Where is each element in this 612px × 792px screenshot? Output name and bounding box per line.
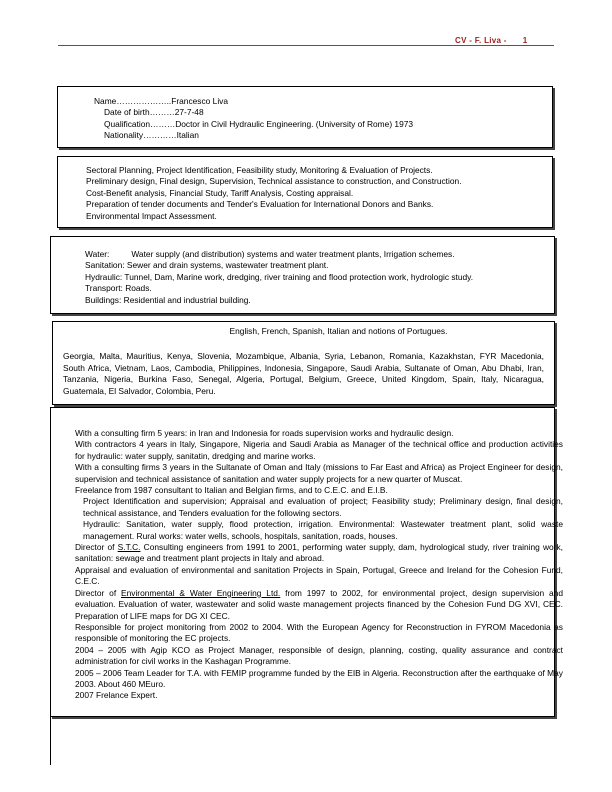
experience-text: 2005 – 2006 Team Leader for T.A. with FEMIP programme funded by the EIB in Algeria. Reconstruction after the earthquake of May 2003. About 460 MEuro. [75,667,563,689]
sector-value: Tunnel, Dam, Marine work, dredging, river training and flood protection work, hydrologic study. [124,271,474,282]
experience-text: Consulting engineers from 1991 to 2001, performing water supply, dam, hydrological study, river training work, sanitation: sewage and treatment plant projects in Italy and abroad. [75,542,563,564]
personal-details-box [57,86,553,148]
company-name: Environmental & Water Engineering Ltd. [121,587,281,598]
countries-paragraph: Georgia, Malta, Mauritius, Kenya, Slovenia, Mozambique, Albania, Syria, Lebanon, Romania, Kazakhstan, FYR Macedonia, South Africa, Vietnam, Laos, Cambodia, Philippines, Indonesia, Singapore, Saudi Arabia, Sultanate of Oman, Abu Dhabi, Iran, Tanzania, Nigeria, Burkina Faso, Senegal, Algeria, Portugal, Belgium, Greece, United Kingdom, Spain, Italy, Nicaragua, Guatemala, El Salvador, Colombia, Peru. [63,351,544,396]
experience-item [63,485,563,542]
sector-value: Roads. [125,283,152,294]
skill-line: Environmental Impact Assessment. [86,210,217,221]
running-header [455,36,528,45]
experience-text: Appraisal and evaluation of environmental and sanitation Projects in Spain, Portugal, Greece and Ireland for the Cohesion Fund, C.E.C. [75,564,563,587]
experience-item [63,645,563,668]
experience-item [63,668,563,691]
experience-text: Director of [75,587,122,598]
experience-subtext: Project Identification and supervision; Appraisal and evaluation of project; Feasibility study; Preliminary design, final design, technical assistance, and Tenders evaluation for the following sectors. [83,496,563,518]
sector-key: Buildings: [85,294,122,305]
sector-transport [85,283,554,294]
experience-text: Freelance from 1987 consultant to Italian and Belgian firms, and to C.E.C. and E.I.B. [75,485,388,496]
sector-key: Sanitation: [85,260,125,271]
sector-hydraulic [85,272,554,283]
experience-text: With a consulting firm 5 years: in Iran and Indonesia for roads supervision works and hydraulic design. [75,428,454,438]
languages-line: English, French, Spanish, Italian and notions of Portugues. [229,326,448,336]
skill-line: Sectoral Planning, Project Identification, Feasibility study, Monitoring & Evaluation of Projects. [86,165,433,175]
experience-text: 2007 Frelance Expert. [75,690,158,701]
experience-text: Responsible for project monitoring from 2002 to 2004. With the European Agency for Reconstruction in FYROM Macedonia as responsible of monitoring the EC projects. [75,621,563,644]
sector-key: Transport: [85,283,123,294]
sector-buildings [85,295,554,306]
skill-line: Preliminary design, Final design, Supervision, Technical assistance to construction, and Construction. [86,176,462,187]
company-name: S.T.C. [117,542,141,553]
skill-line: Cost-Benefit analysis, Financial Study, Tariff Analysis, Costing appraisal. [86,187,354,198]
skills-box [57,156,553,228]
sector-value: Water supply (and distribution) systems and water treatment plants, Irrigation schemes. [131,249,455,259]
skill-line: Preparation of tender documents and Tender's Evaluation for International Donors and Banks. [86,199,434,210]
experience-item [63,462,563,485]
experience-item [63,428,563,439]
experience-item [63,622,563,645]
sector-water [85,249,554,260]
sector-value: Residential and industrial building. [123,294,251,305]
experience-subtext: Hydraulic: Sanitation, water supply, flood protection, irrigation. Environmental: Wastewater treatment plant, solid waste management. Rural works: water wells, schools, hospitals, sanitation, roads, houses. [83,519,563,541]
languages-countries-box [52,321,555,405]
header-text: CV - F. Liva - [455,36,507,45]
experience-item [63,439,563,462]
experience-text: 2004 – 2005 with Agip KCO as Project Manager, responsible of design, planning, costing, quality assurance and contract administration for civil works in the Kashagan Programme. [75,644,563,667]
sector-key: Water: [85,249,110,259]
sector-key: Hydraulic: [85,271,123,282]
sector-value: Sewer and drain systems, wastewater treatment plant. [126,260,329,271]
experience-item [63,588,563,622]
header-rule [58,45,554,46]
sector-sanitation [85,260,554,271]
left-border-continuation [50,717,51,765]
experience-item [63,542,563,565]
experience-item [63,565,563,588]
nationality-line: Nationality…………Italian [104,130,199,141]
name-line: Name………………..Francesco Liva [94,96,229,106]
experience-text: from 1997 to 2002, for environmental project, design supervision and evaluation. Evaluation of water, wastewater and solid waste management projects financed by the Cohesion Fund DG XVI, CEC. Preparation of LIFE maps for DG XI CEC. [75,587,563,621]
birth-line: Date of birth………27-7-48 [104,107,204,118]
experience-text: With contractors 4 years in Italy, Singapore, Nigeria and Saudi Arabia as Manager of the technical office and production activities for hydraulic: water supply, sanitatin, dredging and marine works. [75,439,563,461]
qualification-line: Qualification………Doctor in Civil Hydraulic Engineering. (University of Rome) 1973 [104,118,414,129]
experience-text: With a consulting firms 3 years in the Sultanate of Oman and Italy (missions to Far East and Africa) as Project Engineer for design, supervision and technical assistance of sanitation and water supply projects for a new quarter of Muscat. [75,462,563,484]
experience-item [63,690,563,701]
sectors-box [50,236,555,314]
experience-text: Director of [75,542,118,553]
page-number: 1 [522,36,528,45]
experience-box [50,407,563,717]
